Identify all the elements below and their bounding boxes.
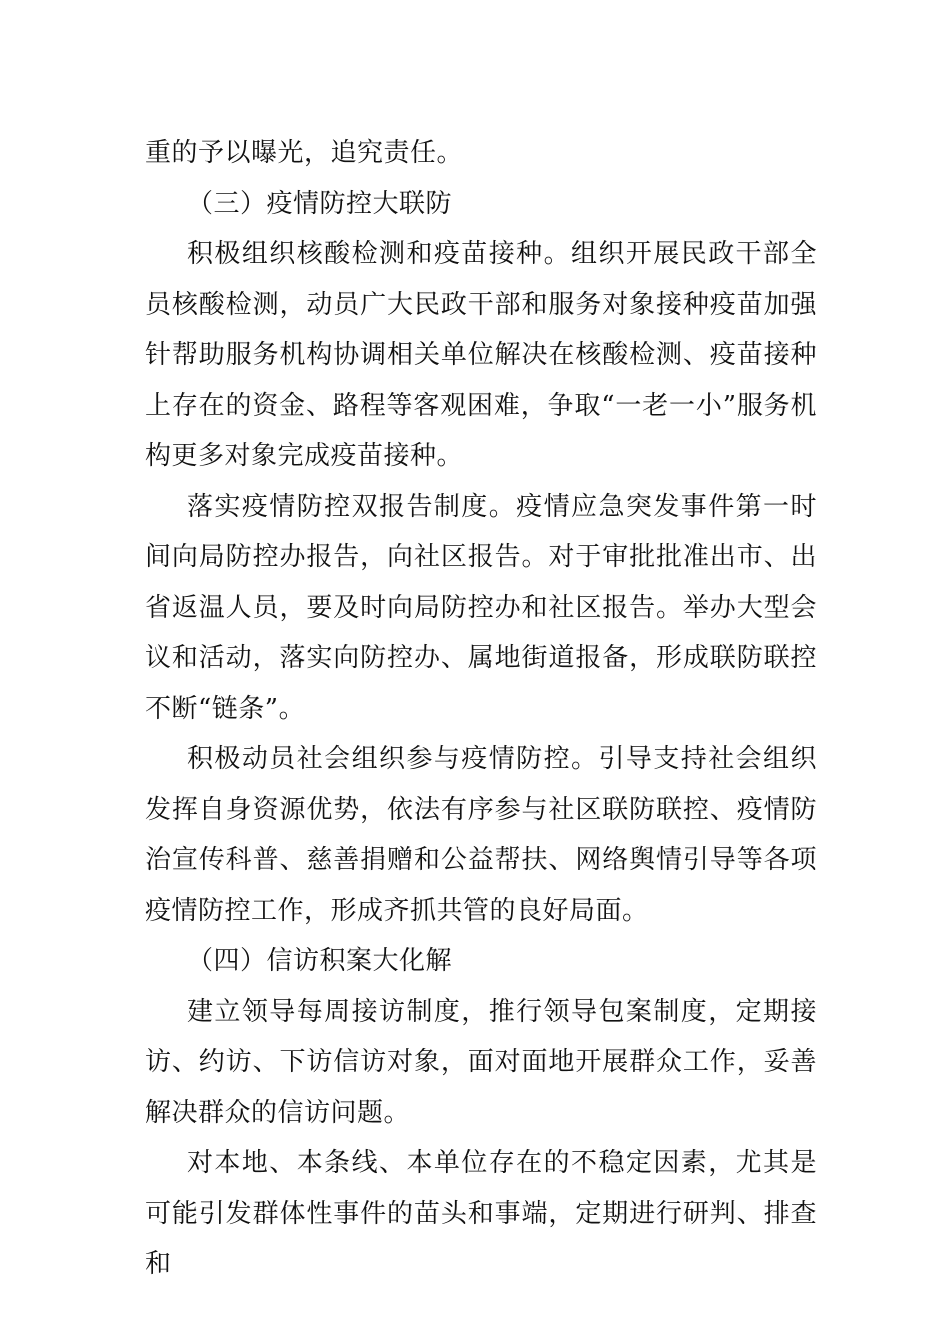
paragraph-dual-reporting: 落实疫情防控双报告制度。疫情应急突发事件第一时间向局防控办报告，向社区报告。对于审批批准出市、出省返温人员，要及时向局防控办和社区报告。举办大型会议和活动，落实向防控办、属地街道报备，形成联防联控不断“链条”。: [145, 491, 817, 724]
paragraph-social-organizations: 积极动员社会组织参与疫情防控。引导支持社会组织发挥自身资源优势，依法有序参与社区联防联控、疫情防治宣传科普、慈善捐赠和公益帮扶、网络舆情引导等各项疫情防控工作，形成齐抓共管的良好局面。: [145, 744, 817, 926]
paragraph-leader-reception: 建立领导每周接访制度，推行领导包案制度，定期接访、约访、下访信访对象，面对面地开展群众工作，妥善解决群众的信访问题。: [145, 996, 817, 1128]
paragraph-instability-factors: 对本地、本条线、本单位存在的不稳定因素，尤其是可能引发群体性事件的苗头和事端，定期进行研判、排查和: [145, 1148, 817, 1279]
paragraph-testing-vaccination: 积极组织核酸检测和疫苗接种。组织开展民政干部全员核酸检测，动员广大民政干部和服务对象接种疫苗加强针帮助服务机构协调相关单位解决在核酸检测、疫苗接种上存在的资金、路程等客观困难，争取“一老一小”服务机构更多对象完成疫苗接种。: [145, 239, 817, 471]
section-heading-4: （四）信访积案大化解: [187, 946, 453, 976]
paragraph-continuation: 重的予以曝光，追究责任。: [145, 138, 464, 168]
document-body: [145, 128, 817, 1290]
section-heading-3: （三）疫情防控大联防: [187, 188, 453, 219]
